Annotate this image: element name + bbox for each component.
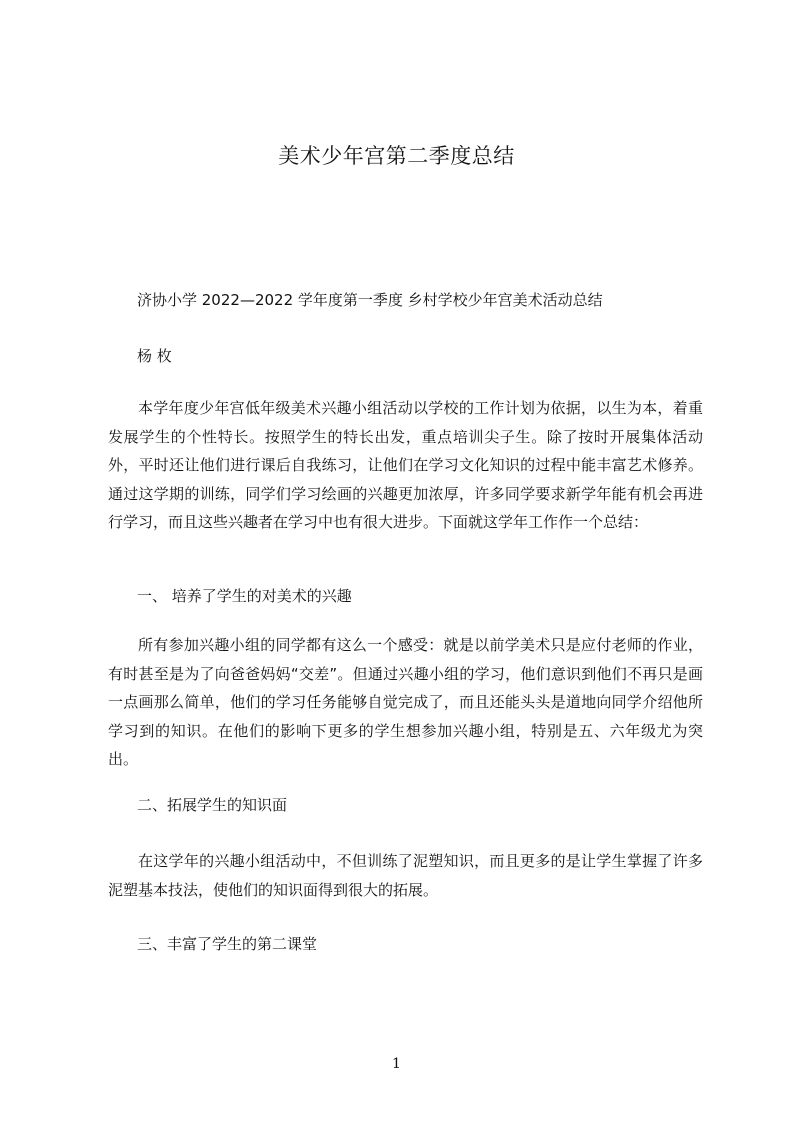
intro-paragraph: 本学年度少年宫低年级美术兴趣小组活动以学校的工作计划为依据，以生为本，着重发展学生的个性特长。按照学生的特长出发，重点培训尖子生。除了按时开展集体活动外，平时还让他们进行课后自我练习，让他们在学习文化知识的过程中能丰富艺术修养。通过这学期的训练，同学们学习绘画的兴趣更加浓厚，许多同学要求新学年能有机会再进行学习，而且这些兴趣者在学习中也有很大进步。下面就这学年工作作一个总结： xyxy=(108,399,703,531)
section-heading-1: 一、 培养了学生的对美术的兴趣 xyxy=(137,587,352,605)
section-body-2: 在这学年的兴趣小组活动中，不但训练了泥塑知识，而且更多的是让学生掌握了许多泥塑基本技法，使他们的知识面得到很大的拓展。 xyxy=(108,852,703,899)
section-heading-2: 二、拓展学生的知识面 xyxy=(137,796,288,814)
section-heading-3: 三、丰富了学生的第二课堂 xyxy=(137,935,318,953)
page-number: 1 xyxy=(392,1056,401,1072)
author-name: 杨 枚 xyxy=(137,347,172,365)
section-body-1: 所有参加兴趣小组的同学都有这么一个感受：就是以前学美术只是应付老师的作业，有时甚至是为了向爸爸妈妈“交差”。但通过兴趣小组的学习，他们意识到他们不再只是画一点画那么简单，他们的学习任务能够自觉完成了，而且还能头头是道地向同学介绍他所学习到的知识。在他们的影响下更多的学生想参加兴趣小组，特别是五、六年级尤为突出。 xyxy=(108,636,703,768)
document-title: 美术少年宫第二季度总结 xyxy=(278,144,515,168)
document-subtitle: 济协小学 2022—2022 学年度第一季度 乡村学校少年宫美术活动总结 xyxy=(137,291,603,309)
